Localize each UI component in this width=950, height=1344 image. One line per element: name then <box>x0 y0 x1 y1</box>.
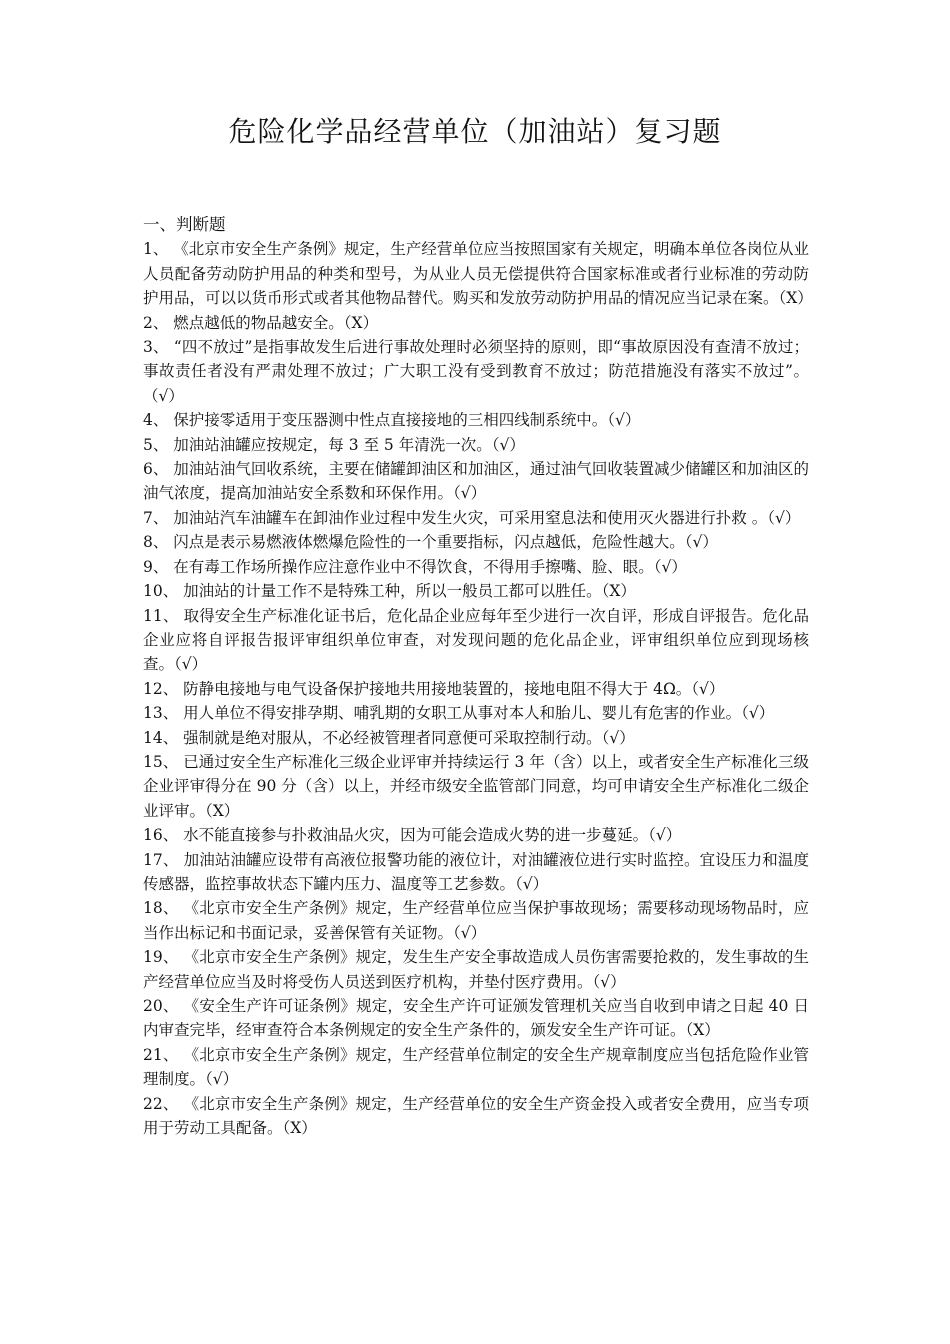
question-item: 20、 《安全生产许可证条例》规定，安全生产许可证颁发管理机关应当自收到申请之日起 40 日内审查完毕，经审查符合本条例规定的安全生产条件的，颁发安全生产许可证。（X） <box>143 997 809 1040</box>
document-title: 危险化学品经营单位（加油站）复习题 <box>228 115 722 148</box>
question-item: 17、 加油站油罐应设带有高液位报警功能的液位计，对油罐液位进行实时监控。宜设压力和温度传感器，监控事故状态下罐内压力、温度等工艺参数。（√） <box>143 850 809 893</box>
question-item: 6、 加油站油气回收系统，主要在储罐卸油区和加油区，通过油气回收装置减少储罐区和加油区的油气浓度，提高加油站安全系数和环保作用。（√） <box>143 460 809 503</box>
question-item: 19、 《北京市安全生产条例》规定，发生生产安全事故造成人员伤害需要抢救的，发生事故的生产经营单位应当及时将受伤人员送到医疗机构，并垫付医疗费用。（√） <box>143 948 809 991</box>
question-item: 10、 加油站的计量工作不是特殊工种，所以一般员工都可以胜任。（X） <box>143 582 636 601</box>
section-heading: 一、判断题 <box>143 215 226 234</box>
question-item: 3、 “四不放过”是指事故发生后进行事故处理时必须坚持的原则，即“事故原因没有查清不放过；事故责任者没有严肃处理不放过；广大职工没有受到教育不放过；防范措施没有落实不放过”。 （√） <box>143 338 809 405</box>
question-item: 8、 闪点是表示易燃液体燃爆危险性的一个重要指标，闪点越低，危险性越大。（√） <box>143 533 718 552</box>
question-item: 12、 防静电接地与电气设备保护接地共用接地装置的，接地电阻不得大于 4Ω。（√） <box>143 679 725 698</box>
question-item: 16、 水不能直接参与扑救油品火灾，因为可能会造成火势的进一步蔓延。（√） <box>143 826 682 845</box>
question-item: 22、 《北京市安全生产条例》规定，生产经营单位的安全生产资金投入或者安全费用，应当专项用于劳动工具配备。（X） <box>143 1094 809 1138</box>
question-list <box>143 237 813 1140</box>
question-item: 4、 保护接零适用于变压器测中性点直接接地的三相四线制系统中。（√） <box>143 411 641 430</box>
question-item: 11、 取得安全生产标准化证书后，危化品企业应每年至少进行一次自评，形成自评报告。危化品企业应将自评报告报评审组织单位审查，对发现问题的危化品企业，评审组织单位应到现场核查。（√） <box>143 606 809 674</box>
question-item: 7、 加油站汽车油罐车在卸油作业过程中发生火灾，可采用窒息法和使用灭火器进行扑救 。（√） <box>143 508 801 527</box>
question-item: 18、 《北京市安全生产条例》规定，生产经营单位应当保护事故现场；需要移动现场物品时，应当作出标记和书面记录，妥善保管有关证物。（√） <box>143 899 809 942</box>
question-item: 14、 强制就是绝对服从，不必经被管理者同意便可采取控制行动。（√） <box>143 728 635 747</box>
question-item: 9、 在有毒工作场所操作应注意作业中不得饮食，不得用手擦嘴、脸、眼。（√） <box>143 557 687 576</box>
question-item: 2、 燃点越低的物品越安全。（X） <box>143 313 379 332</box>
question-item: 5、 加油站油罐应按规定，每 3 至 5 年清洗一次。（√） <box>143 435 525 454</box>
question-item: 21、 《北京市安全生产条例》规定，生产经营单位制定的安全生产规章制度应当包括危险作业管理制度。（√） <box>143 1045 809 1089</box>
question-item: 1、 《北京市安全生产条例》规定，生产经营单位应当按照国家有关规定，明确本单位各岗位从业人员配备劳动防护用品的种类和型号，为从业人员无偿提供符合国家标准或者行业标准的劳动防护用品，可以以货币形式或者其他物品替代。购买和发放劳动防护用品的情况应当记录在案。（X） <box>143 240 813 308</box>
question-item: 13、 用人单位不得安排孕期、哺乳期的女职工从事对本人和胎儿、婴儿有危害的作业。（√） <box>143 704 775 723</box>
document-body <box>143 213 813 1140</box>
question-item: 15、 已通过安全生产标准化三级企业评审并持续运行 3 年（含）以上，或者安全生产标准化三级企业评审得分在 90 分（含）以上，并经市级安全监管部门同意，均可申请安全生产标准化二级企业评审。（X） <box>143 752 809 820</box>
